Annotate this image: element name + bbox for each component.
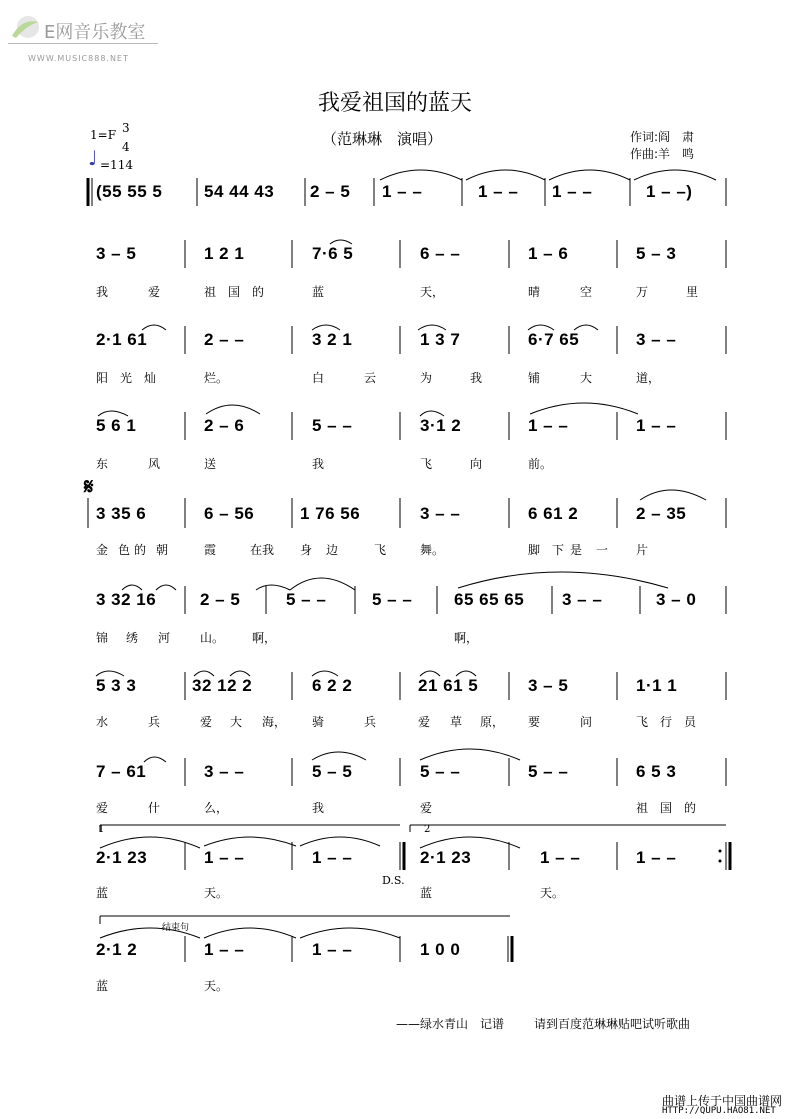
measure: 2·1 61 [96, 330, 148, 349]
lyric: 我 [312, 457, 325, 471]
lyric: 里 [686, 285, 699, 299]
measure: 1 – – [540, 848, 581, 867]
measure: 54 44 43 [204, 182, 275, 201]
lyric: 蓝 [96, 886, 109, 900]
lyric: 向 [470, 457, 483, 471]
lyric: 金 [96, 543, 109, 557]
measure: 1 – – [204, 848, 245, 867]
lyric: 是 [570, 543, 583, 557]
measure: 1 – – [552, 182, 593, 201]
lyric: 大 [230, 715, 243, 729]
lyric: 云 [364, 371, 377, 385]
lyric: 朝 [156, 543, 169, 557]
measure: 3 – – [420, 504, 461, 523]
lyric: 烂。 [204, 371, 229, 385]
lyric: 万 [636, 285, 649, 299]
lyric: 祖 [636, 801, 649, 815]
measure: 2·1 2 [96, 940, 138, 959]
lyric: 兵 [364, 715, 377, 729]
lyric: 么， [204, 801, 229, 815]
lyric: 国 [660, 801, 673, 815]
measure: 2·1 23 [420, 848, 472, 867]
lyric: 东 [96, 457, 109, 471]
measure: 5 6 1 [96, 416, 137, 435]
measure: 32 12 2 [192, 676, 253, 695]
measure: 7·6 5 [312, 244, 354, 263]
measure: 6 5 3 [636, 762, 677, 781]
song-title: 我爱祖国的蓝天 [317, 91, 472, 116]
lyric: 晴 [528, 285, 541, 299]
measure: 2 – 5 [310, 182, 351, 201]
lyric: 下 [552, 543, 565, 557]
lyric: 空 [580, 285, 593, 299]
lyric: 舞。 [420, 543, 445, 557]
key-signature: 1=F [90, 128, 117, 142]
measure: 2 – – [204, 330, 245, 349]
lyric: 边 [326, 543, 339, 557]
volta-2-label: 2 [424, 824, 431, 835]
lyric: 风 [148, 457, 161, 471]
lyric: 问 [580, 715, 593, 729]
measure: 6 – 56 [204, 504, 255, 523]
measure: 3 35 6 [96, 504, 147, 523]
measure: 1 – – [312, 848, 353, 867]
lyric: 骑 [312, 715, 325, 729]
lyric: 光 [120, 371, 133, 385]
lyric: 国 [228, 285, 241, 299]
lyric: 色 [118, 543, 131, 557]
measure: 3 – – [204, 762, 245, 781]
lyric: 什 [148, 801, 161, 815]
lyric: 山。 [200, 631, 225, 645]
lyric: 爱 [420, 801, 433, 815]
lyric: 送 [204, 457, 217, 471]
lyric: 爱 [200, 715, 213, 729]
measure: 3 – 5 [96, 244, 137, 263]
lyric: 脚 [528, 543, 541, 557]
measure: 5 – – [372, 590, 413, 609]
measure: 5 – – [420, 762, 461, 781]
measure: 2·1 23 [96, 848, 148, 867]
logo-text: E网音乐教室 [44, 22, 146, 43]
measure: 1 – – [528, 416, 569, 435]
measure: 5 – 5 [312, 762, 353, 781]
lyric: 大 [580, 371, 593, 385]
measure: 1 – – [478, 182, 519, 201]
measure: 2 – 6 [204, 416, 245, 435]
measure: 1 – –) [646, 182, 693, 201]
ending-label: 结束句 [162, 923, 190, 933]
listen-note: 请到百度范琳琳贴吧试听歌曲 [534, 1017, 691, 1031]
lyric: 前。 [528, 457, 553, 471]
lyric: 绣 [126, 631, 139, 645]
source-url: HTTP://QUPU.HAO81.NET [662, 1106, 776, 1116]
source-site: 曲谱上传于中国曲谱网 [662, 1094, 783, 1108]
lyric: 我 [470, 371, 483, 385]
dal-segno-mark: D.S. [382, 874, 405, 887]
lyric: 兵 [148, 715, 161, 729]
lyric: 灿 [144, 371, 157, 385]
measure: 3·1 2 [420, 416, 462, 435]
quarter-note-icon: ♩ [88, 146, 98, 170]
segno-sign: 𝄋 [84, 474, 94, 500]
measure: 6·7 65 [528, 330, 580, 349]
lyricist-credit: 作词:阎 肃 [630, 130, 695, 144]
measure: 1 – 6 [528, 244, 569, 263]
performer: （范琳琳 演唱） [322, 130, 443, 148]
lyric: 啊， [454, 631, 479, 645]
measure: 2 – 35 [636, 504, 687, 523]
lyric: 蓝 [96, 979, 109, 993]
lyric: 要 [528, 715, 541, 729]
lyric: 天。 [540, 886, 565, 900]
transcriber-note: ——绿水青山 记谱 [396, 1017, 505, 1031]
measure: 65 65 65 [454, 590, 525, 609]
measure: 3 – 0 [656, 590, 697, 609]
lyric: 一 [596, 543, 609, 557]
lyric: 蓝 [420, 886, 433, 900]
logo-subtext: WWW.MUSIC888.NET [28, 54, 129, 63]
lyric: 爱 [148, 285, 161, 299]
lyric: 飞 [374, 543, 387, 557]
lyric: 草 [450, 715, 463, 729]
lyric: 爱 [96, 801, 109, 815]
measure: 1 – – [636, 848, 677, 867]
lyric: 道， [636, 371, 661, 385]
measure: 5 – 3 [636, 244, 677, 263]
measure: 1·1 1 [636, 676, 678, 695]
lyric: 天。 [204, 979, 229, 993]
composer-credit: 作曲:羊 鸣 [630, 147, 695, 161]
measure: 5 3 3 [96, 676, 137, 695]
lyric: 海， [262, 715, 287, 729]
lyric: 天。 [204, 886, 229, 900]
lyric: 行 [660, 715, 673, 729]
lyric: 飞 [420, 457, 433, 471]
measure: 1 – – [312, 940, 353, 959]
measure: 1 – – [204, 940, 245, 959]
lyric: 霞 [204, 543, 217, 557]
measure: 1 – – [636, 416, 677, 435]
lyric: 锦 [96, 631, 109, 645]
time-signature-bottom: 4 [122, 140, 130, 154]
measure: 2 – 5 [200, 590, 241, 609]
lyric: 爱 [418, 715, 431, 729]
lyric: 员 [684, 715, 697, 729]
measure: 1 0 0 [420, 940, 461, 959]
lyric: 片 [636, 543, 649, 557]
lyric: 我 [96, 285, 109, 299]
measure: 7 – 61 [96, 762, 147, 781]
lyric: 的 [134, 543, 147, 557]
measure: 1 76 56 [300, 504, 361, 523]
lyric: 身 [300, 543, 313, 557]
lyric: 蓝 [312, 285, 325, 299]
measure: 6 – – [420, 244, 461, 263]
lyric: 为 [420, 371, 433, 385]
lyric: 白 [312, 371, 325, 385]
measure: 3 2 1 [312, 330, 353, 349]
volta-1-label: 1 [98, 824, 105, 835]
lyric: 祖 [204, 285, 217, 299]
measure: 3 – 5 [528, 676, 569, 695]
measure: 1 2 1 [204, 244, 245, 263]
measure: 5 – – [286, 590, 327, 609]
lyric: 飞 [636, 715, 649, 729]
time-signature-top: 3 [122, 121, 130, 135]
tempo-marking: =114 [100, 158, 133, 172]
lyric: 水 [96, 715, 109, 729]
measure: (55 55 5 [96, 182, 163, 201]
measure: 3 – – [562, 590, 603, 609]
lyric: 啊， [252, 631, 277, 645]
measure: 5 – – [312, 416, 353, 435]
lyric: 原， [480, 715, 505, 729]
lyric: 的 [252, 285, 265, 299]
lyric: 河 [158, 631, 171, 645]
measure: 1 3 7 [420, 330, 461, 349]
lyric: 天， [420, 285, 445, 299]
measure: 3 – – [636, 330, 677, 349]
lyric: 的 [684, 801, 697, 815]
measure: 3 32 16 [96, 590, 157, 609]
lyric: 我 [312, 801, 325, 815]
lyric: 阳 [96, 371, 109, 385]
measure: 1 – – [382, 182, 423, 201]
measure: 5 – – [528, 762, 569, 781]
lyric: 在我 [250, 543, 275, 557]
measure: 6 61 2 [528, 504, 579, 523]
measure: 21 61 5 [418, 676, 479, 695]
lyric: 铺 [528, 371, 541, 385]
measure: 6 2 2 [312, 676, 353, 695]
